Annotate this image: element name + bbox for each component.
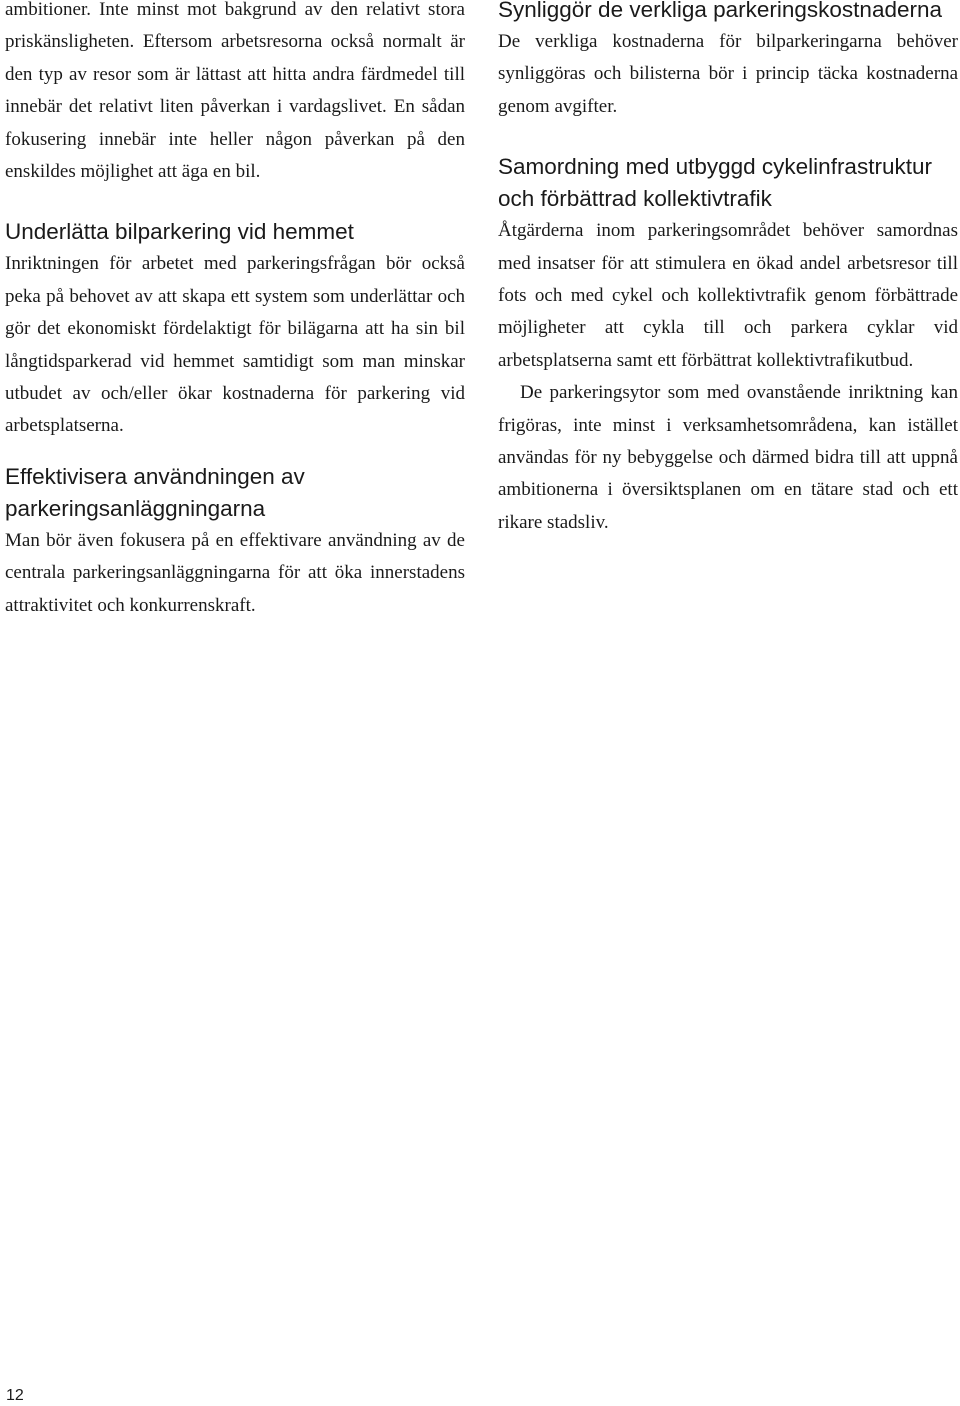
intro-paragraph: ambitioner. Inte minst mot bakgrund av den relativt stora priskänsligheten. Eftersom arbetsresorna också normalt är den typ av resor som är lättast att hitta andra färdmedel till innebär det relativt liten påverkan i vardagslivet. En sådan fokusering innebär inte heller någon påverkan på den enskildes möjlighet att äga en bil. [5,0,465,183]
heading-samordning: Samordning med utbyggd cykelinfrastruktur och förbättrad kollektivtrafik [498,154,932,212]
paragraph-underlatta-bilparkering: Inriktningen för arbetet med parkeringsfrågan bör också peka på behovet av att skapa ett system som underlättar och gör det ekonomiskt fördelaktigt för bilägarna att ha sin bil långtidsparkerad vid hemmet samtidigt som man minskar utbudet av och/eller ökar kostnaderna för parkering vid arbetsplatserna. [5,253,465,437]
paragraph-effektivisera: Man bör även fokusera på en effektivare användning av de centrala parkeringsanläggningarna för att öka innerstadens attraktivitet och konkurrenskraft. [5,529,465,616]
paragraph-synliggor-kostnader: De verkliga kostnaderna för bilparkeringarna behöver synliggöras och bilisterna bör i princip täcka kostnaderna genom avgifter. [498,31,958,117]
heading-underlatta-bilparkering: Underlätta bilparkering vid hemmet [5,219,354,245]
left-column [5,0,465,622]
right-column [498,0,958,539]
page-number: 12 [6,1387,24,1404]
section-spacer [498,123,958,151]
paragraph-samordning: Åtgärderna inom parkeringsområdet behöver samordnas med insatser för att stimulera en ökad andel arbetsresor till fots och med cykel och kollektivtrafik genom förbättrade möjligheter att cykla till och parkera cyklar vid arbetsplatserna samt ett förbättrat kollektivtrafikutbud. [498,220,958,371]
heading-effektivisera: Effektivisera användningen av parkeringsanläggningarna [5,463,305,521]
paragraph-parkeringsytor: De parkeringsytor som med ovanstående inriktning kan frigöras, inte minst i verksamhetsområdena, kan istället användas för ny bebyggelse och därmed bidra till att uppnå ambitionerna i översiktsplanen om en tätare stad och ett rikare stadsliv. [498,382,958,533]
heading-synliggor-kostnader: Synliggör de verkliga parkeringskostnaderna [498,0,943,22]
section-spacer [5,443,465,461]
section-spacer [5,188,465,216]
